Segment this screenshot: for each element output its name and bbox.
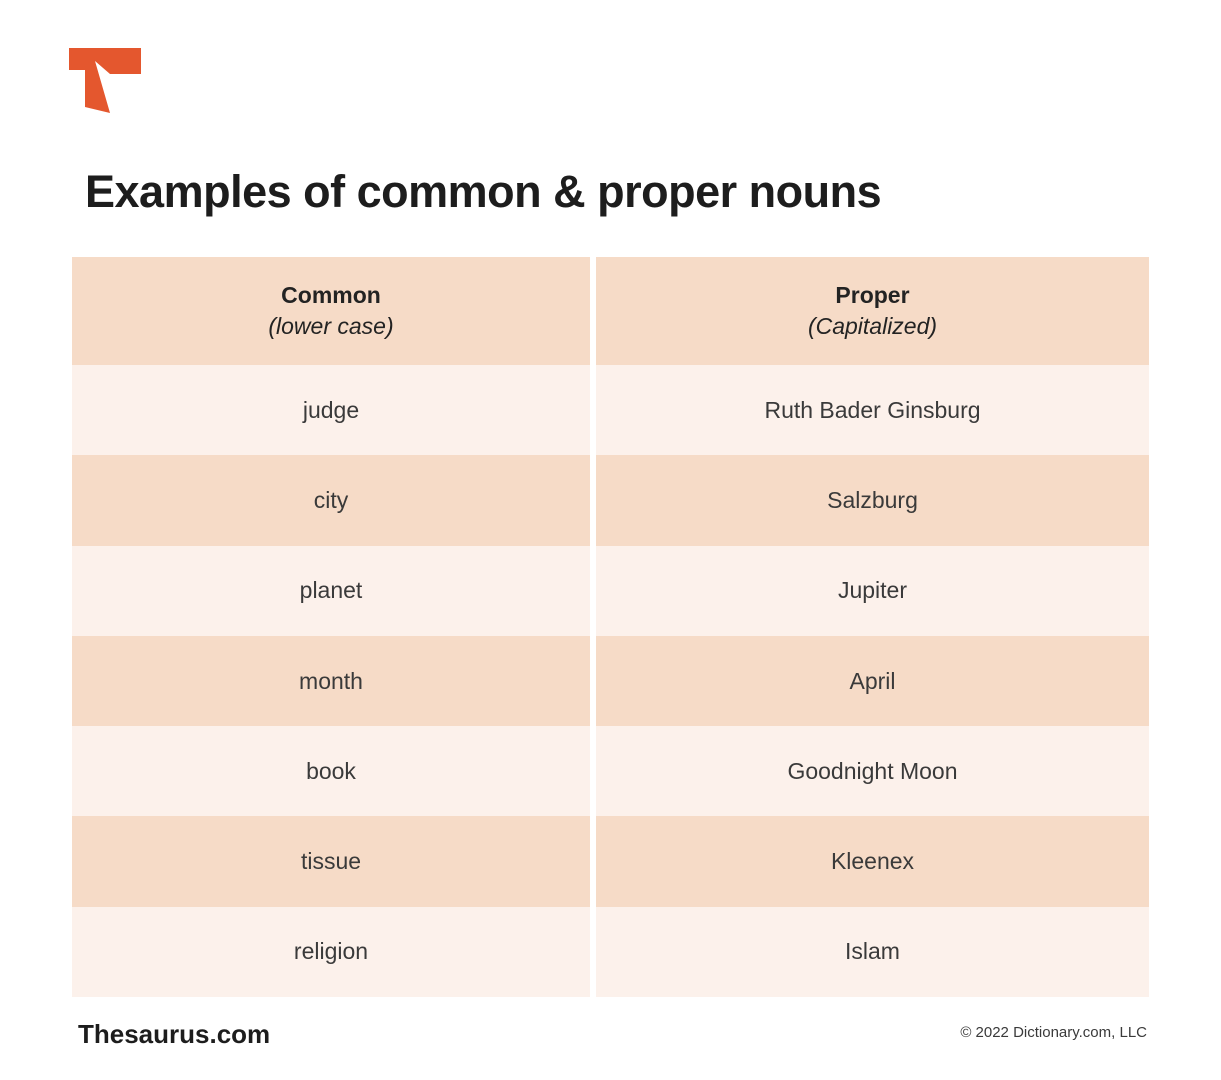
table-cell-proper-islam: Islam xyxy=(596,907,1149,997)
proper-header-note: (Capitalized) xyxy=(807,313,938,339)
table-cell-proper-salzburg: Salzburg xyxy=(596,455,1149,545)
table-cell-proper-april: April xyxy=(596,636,1149,726)
proper-column-header xyxy=(596,257,1149,365)
common-column-header xyxy=(72,257,590,365)
page-title: Examples of common & proper nouns xyxy=(85,166,882,217)
thesaurus-logo-icon xyxy=(69,48,141,113)
table-cell-common-tissue: tissue xyxy=(72,816,590,906)
table-cell-common-judge: judge xyxy=(72,365,590,455)
footer-brand: Thesaurus.com xyxy=(78,1019,271,1049)
table-cell-proper-jupiter: Jupiter xyxy=(596,546,1149,636)
common-column xyxy=(72,257,590,997)
table-cell-common-planet: planet xyxy=(72,546,590,636)
common-header-note: (lower case) xyxy=(268,313,394,339)
table-cell-common-book: book xyxy=(72,726,590,816)
table-cell-proper-ginsburg: Ruth Bader Ginsburg xyxy=(596,365,1149,455)
proper-header-label: Proper xyxy=(835,282,910,308)
nouns-table xyxy=(72,257,1149,997)
table-cell-proper-kleenex: Kleenex xyxy=(596,816,1149,906)
table-cell-common-city: city xyxy=(72,455,590,545)
table-cell-common-month: month xyxy=(72,636,590,726)
proper-column xyxy=(596,257,1149,997)
table-cell-proper-goodnight-moon: Goodnight Moon xyxy=(596,726,1149,816)
common-header-label: Common xyxy=(281,282,381,308)
footer-copyright: © 2022 Dictionary.com, LLC xyxy=(960,1024,1147,1041)
table-cell-common-religion: religion xyxy=(72,907,590,997)
